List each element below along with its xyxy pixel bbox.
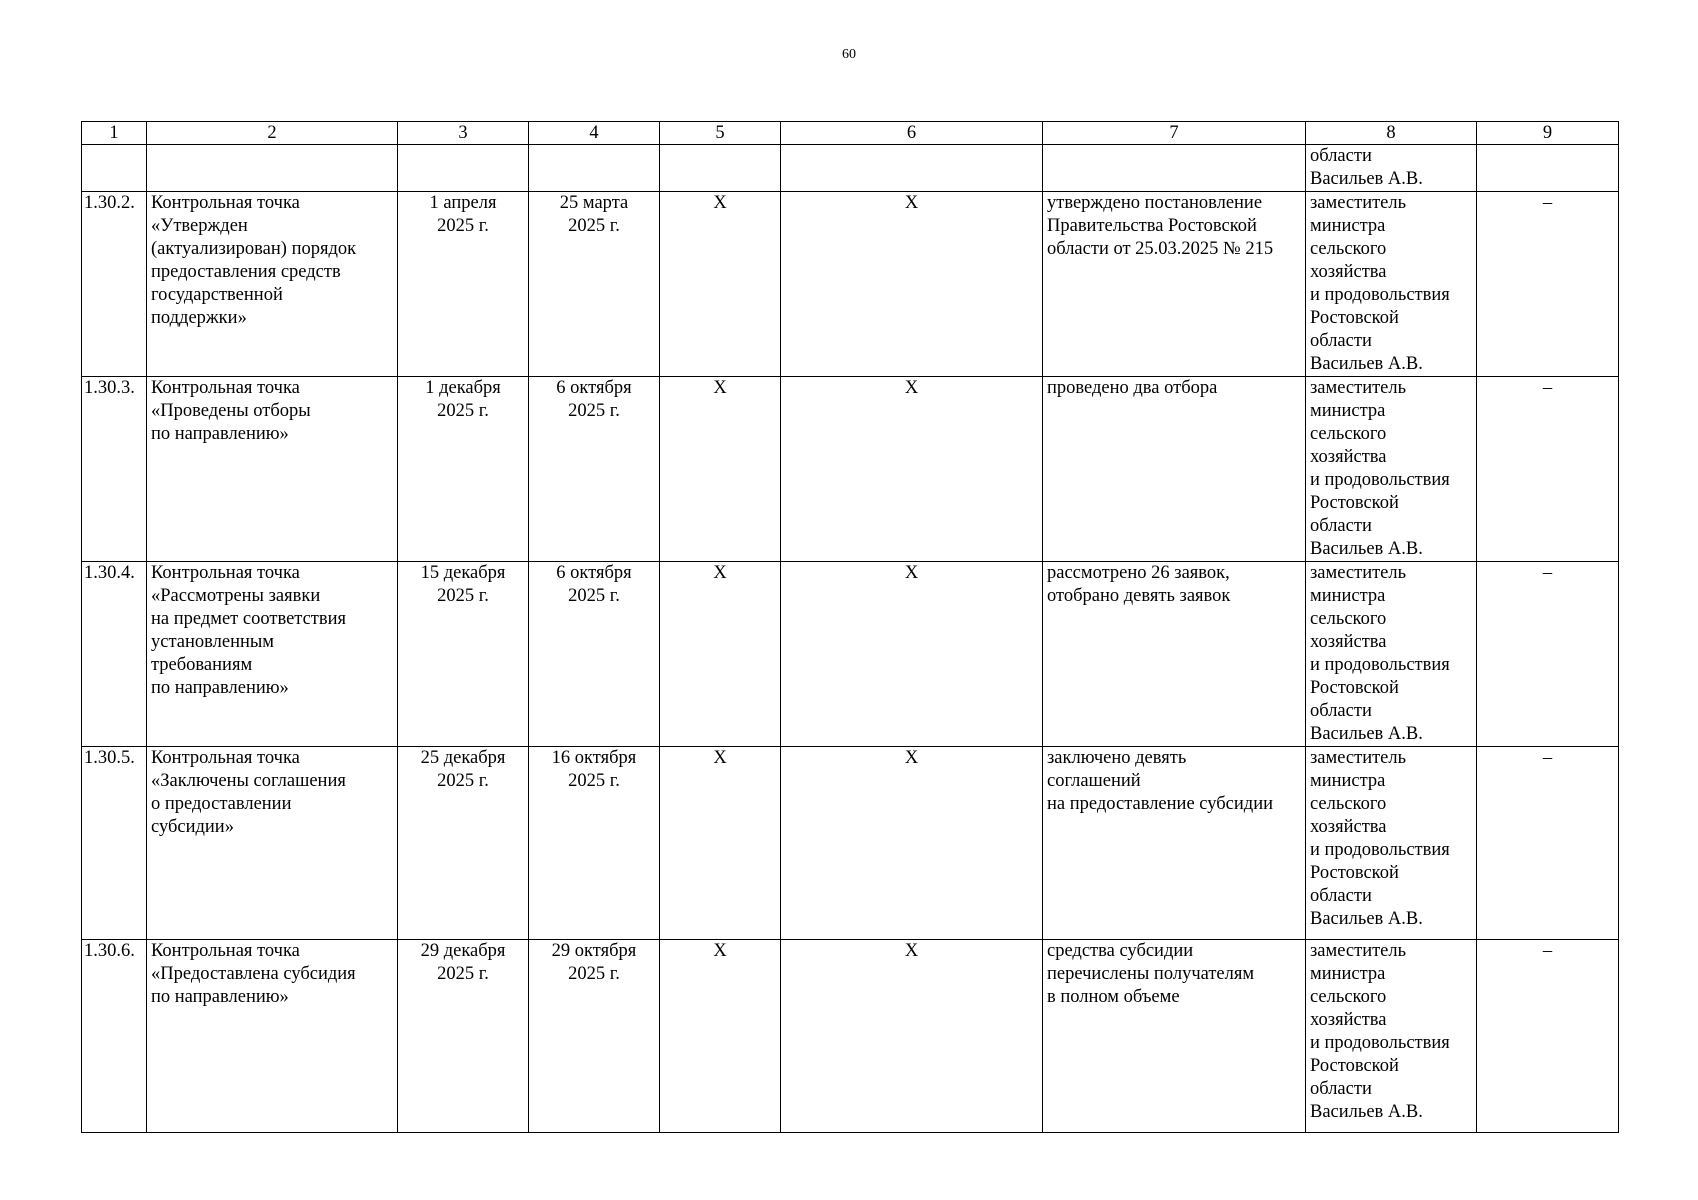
note-cell: – bbox=[1477, 940, 1619, 1133]
row-number-cell: 1.30.2. bbox=[82, 192, 147, 377]
row-name-cell: Контрольная точка «Заключены соглашения о предоставлении субсидии» bbox=[147, 747, 398, 940]
fact-date-cell: 16 октября 2025 г. bbox=[529, 747, 660, 940]
col6-cell: Х bbox=[781, 562, 1043, 747]
col6-cell: Х bbox=[781, 192, 1043, 377]
table-row bbox=[82, 747, 1619, 940]
col6-cell bbox=[781, 145, 1043, 192]
row-number-cell: 1.30.5. bbox=[82, 747, 147, 940]
row-number-cell: 1.30.4. bbox=[82, 562, 147, 747]
column-header: 8 bbox=[1306, 122, 1477, 145]
result-cell: средства субсидии перечислены получателям в полном объеме bbox=[1043, 940, 1306, 1133]
fact-date-cell: 6 октября 2025 г. bbox=[529, 562, 660, 747]
plan-date-cell: 1 декабря 2025 г. bbox=[398, 377, 529, 562]
responsible-cell: заместитель министра сельского хозяйства и продовольствия Ростовской области Васильев А.В. bbox=[1306, 377, 1477, 562]
column-header: 2 bbox=[147, 122, 398, 145]
row-number-cell: 1.30.6. bbox=[82, 940, 147, 1133]
column-header: 7 bbox=[1043, 122, 1306, 145]
responsible-cell: заместитель министра сельского хозяйства и продовольствия Ростовской области Васильев А.В. bbox=[1306, 562, 1477, 747]
note-cell: – bbox=[1477, 747, 1619, 940]
col6-cell: Х bbox=[781, 377, 1043, 562]
column-header: 9 bbox=[1477, 122, 1619, 145]
result-cell: рассмотрено 26 заявок, отобрано девять заявок bbox=[1043, 562, 1306, 747]
result-cell: утверждено постановление Правительства Ростовской области от 25.03.2025 № 215 bbox=[1043, 192, 1306, 377]
table-row-continuation bbox=[82, 145, 1619, 192]
plan-date-cell: 1 апреля 2025 г. bbox=[398, 192, 529, 377]
row-number-cell: 1.30.3. bbox=[82, 377, 147, 562]
row-name-cell bbox=[147, 145, 398, 192]
table-row bbox=[82, 562, 1619, 747]
column-header: 6 bbox=[781, 122, 1043, 145]
row-name-cell: Контрольная точка «Проведены отборы по направлению» bbox=[147, 377, 398, 562]
page-number: 60 bbox=[842, 47, 856, 62]
control-points-table bbox=[81, 121, 1619, 1133]
plan-date-cell: 15 декабря 2025 г. bbox=[398, 562, 529, 747]
fact-date-cell: 29 октября 2025 г. bbox=[529, 940, 660, 1133]
table-row bbox=[82, 377, 1619, 562]
col6-cell: Х bbox=[781, 940, 1043, 1133]
note-cell bbox=[1477, 145, 1619, 192]
column-header: 3 bbox=[398, 122, 529, 145]
result-cell bbox=[1043, 145, 1306, 192]
table-row bbox=[82, 192, 1619, 377]
col5-cell bbox=[660, 145, 781, 192]
plan-date-cell: 29 декабря 2025 г. bbox=[398, 940, 529, 1133]
responsible-cell: области Васильев А.В. bbox=[1306, 145, 1477, 192]
column-header-row bbox=[82, 122, 1619, 145]
fact-date-cell: 25 марта 2025 г. bbox=[529, 192, 660, 377]
note-cell: – bbox=[1477, 377, 1619, 562]
responsible-cell: заместитель министра сельского хозяйства и продовольствия Ростовской области Васильев А.В. bbox=[1306, 192, 1477, 377]
result-cell: заключено девять соглашений на предоставление субсидии bbox=[1043, 747, 1306, 940]
col5-cell: Х bbox=[660, 562, 781, 747]
row-name-cell: Контрольная точка «Рассмотрены заявки на предмет соответствия установленным требованиям по направлению» bbox=[147, 562, 398, 747]
fact-date-cell: 6 октября 2025 г. bbox=[529, 377, 660, 562]
column-header: 4 bbox=[529, 122, 660, 145]
col5-cell: Х bbox=[660, 747, 781, 940]
col5-cell: Х bbox=[660, 940, 781, 1133]
column-header: 5 bbox=[660, 122, 781, 145]
fact-date-cell bbox=[529, 145, 660, 192]
row-name-cell: Контрольная точка «Утвержден (актуализирован) порядок предоставления средств государственной поддержки» bbox=[147, 192, 398, 377]
note-cell: – bbox=[1477, 192, 1619, 377]
col6-cell: Х bbox=[781, 747, 1043, 940]
plan-date-cell: 25 декабря 2025 г. bbox=[398, 747, 529, 940]
responsible-cell: заместитель министра сельского хозяйства и продовольствия Ростовской области Васильев А.В. bbox=[1306, 940, 1477, 1133]
row-name-cell: Контрольная точка «Предоставлена субсидия по направлению» bbox=[147, 940, 398, 1133]
col5-cell: Х bbox=[660, 377, 781, 562]
note-cell: – bbox=[1477, 562, 1619, 747]
plan-date-cell bbox=[398, 145, 529, 192]
responsible-cell: заместитель министра сельского хозяйства и продовольствия Ростовской области Васильев А.В. bbox=[1306, 747, 1477, 940]
column-header: 1 bbox=[82, 122, 147, 145]
row-number-cell bbox=[82, 145, 147, 192]
col5-cell: Х bbox=[660, 192, 781, 377]
result-cell: проведено два отбора bbox=[1043, 377, 1306, 562]
table-row bbox=[82, 940, 1619, 1133]
